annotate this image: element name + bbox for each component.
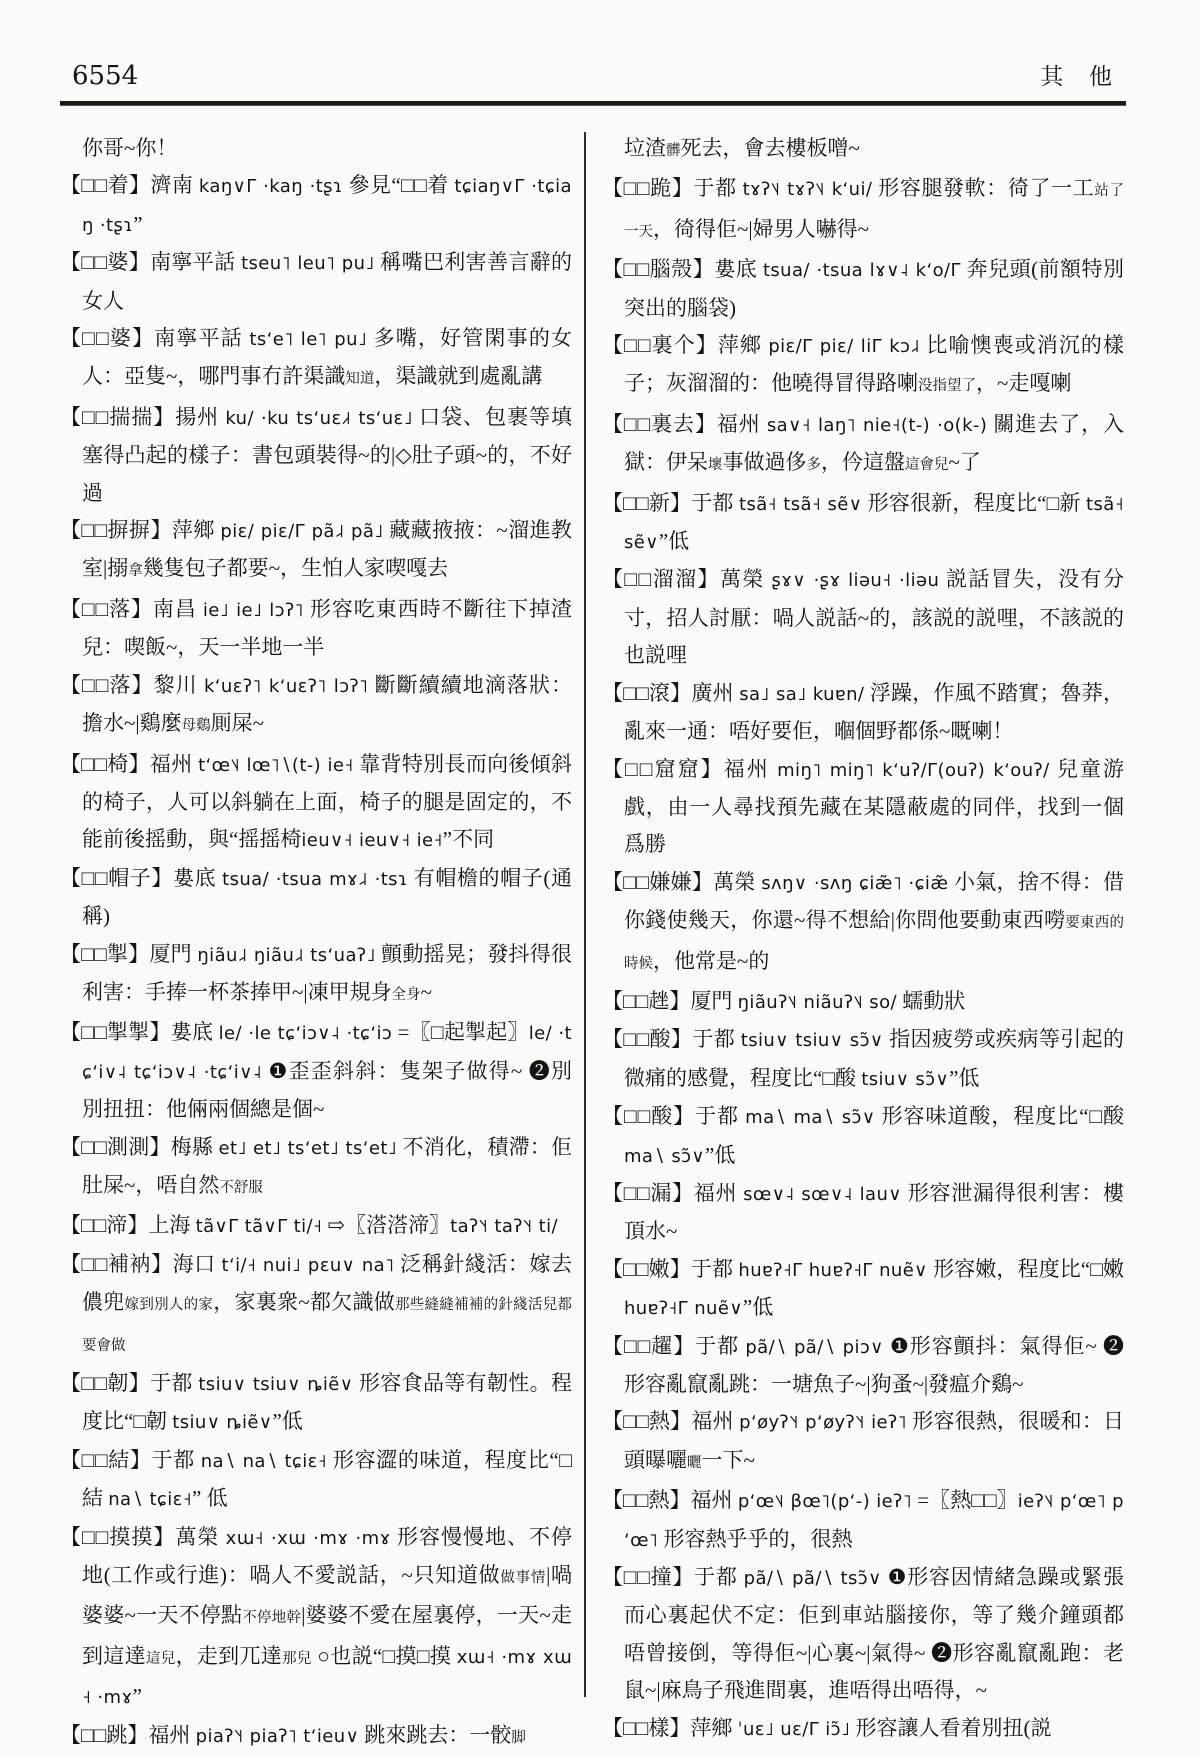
- text-run: 【□□補衲】海口: [60, 1251, 222, 1276]
- text-run: 【□□酸】于都: [602, 1027, 741, 1052]
- ipa-run: sa˩ sa˩ kuɐn∕: [739, 683, 865, 705]
- text-run: 比喻懊喪或消沉的樣子；灰溜溜的：他曉得冒得路喇: [624, 333, 1124, 396]
- dict-entry: [60, 399, 572, 512]
- text-run: 【□□跪】于都: [602, 176, 743, 201]
- dict-entry: [602, 1482, 1124, 1559]
- ipa-run: le∕ ·tɕʻi∨˨ tɕʻiɔ∨˨ ·tɕʻi∨˨: [82, 1023, 573, 1083]
- ipa-run: kaŋ∨Γ ·kaŋ ·tʂɿ: [198, 176, 343, 198]
- text-run: 形容很熱，很暖和：日頭曝囇: [624, 1409, 1125, 1472]
- ipa-run: sʌŋ∨ ·sʌŋ ɕiæ̃˥ ·ɕiæ̃: [761, 872, 949, 894]
- gloss-run: 知道: [345, 371, 375, 388]
- text-run: 指因疲勞或疾病等引起的微痛的感覺，程度比“□酸: [624, 1027, 1124, 1090]
- text-run: 多嘴，好管閑事的女人：亞隻~，哪門事冇許渠識: [82, 326, 573, 389]
- dict-entry: [60, 1365, 572, 1442]
- ipa-run: ieu∨˧ ieu∨˧ ie˧: [301, 830, 443, 852]
- text-run: 口袋、包裹等填塞得凸起的樣子：書包頭裝得~的|◇肚子頭~的，不好過: [82, 404, 573, 505]
- gloss-run: 母鷄: [181, 718, 211, 735]
- column-divider: [584, 132, 586, 1697]
- ipa-run: tsiu∨ tsiu∨ sɔ̃∨: [740, 1030, 884, 1052]
- text-run: 【□□裏去】福州: [602, 411, 767, 436]
- text-run: ❶歪歪斜斜：隻架子做得~ ❷別別扭扭：他倆兩個總是個~: [82, 1058, 572, 1122]
- ipa-run: kʻuɛʔ˥ kʻuɛʔ˥ lɔʔ˥: [203, 675, 369, 697]
- text-run: 一下~: [701, 1447, 755, 1472]
- dict-entry: [60, 1519, 572, 1717]
- gloss-run: 全身: [391, 986, 421, 1003]
- text-run: 【□□落】南昌: [60, 596, 203, 621]
- ipa-run: tsua∕ ·tsua mɤ˩˨ ·tsɿ: [222, 868, 408, 890]
- text-run: ”: [133, 211, 143, 236]
- dict-entry: [602, 406, 1124, 485]
- text-run: 【□□嫩】于都: [602, 1256, 739, 1281]
- dict-entry: [602, 864, 1124, 983]
- text-run: 【□□裏个】萍鄉: [602, 333, 769, 358]
- ipa-run: pʻœ˥˨ βœ˥(pʻ-) ieʔ˥: [737, 1491, 913, 1513]
- gloss-run: 這會兒: [905, 457, 949, 474]
- dict-entry: [60, 244, 572, 320]
- text-run: 稱嘴巴利害善言辭的女人: [82, 250, 573, 313]
- dict-entry: [60, 1129, 572, 1208]
- text-run: 形容熱乎乎的，很熱: [658, 1526, 853, 1551]
- text-run: 【□□酸】于都: [602, 1104, 746, 1129]
- text-run: 【□□着】濟南: [60, 173, 199, 198]
- text-run: 兒童游戲，由一人尋找預先藏在某隱蔽處的同伴，找到一個爲勝: [624, 756, 1124, 857]
- text-run: ，家裏衆~都欠識做: [213, 1290, 395, 1315]
- ipa-run: huɐʔ˧Γ huɐʔ˧Γ nuẽ∨: [738, 1259, 928, 1281]
- text-run: 形容味道酸，程度比“□酸: [875, 1104, 1124, 1129]
- text-run: 【□□新】于都: [602, 490, 739, 515]
- ipa-run: ku∕ ·ku tsʻuɛ˩˧ tsʻuɛ˩: [225, 407, 413, 429]
- dict-entry: [602, 1251, 1124, 1328]
- text-run: 靠背特別長而向後傾斜的椅子，人可以斜躺在上面，椅子的腿是固定的，不能前後摇動，與“摇摇椅: [82, 751, 573, 852]
- section-title: 其 他: [1040, 64, 1122, 89]
- text-run: 【□□渧】上海: [60, 1213, 196, 1238]
- text-run: 【□□揣揣】揚州: [60, 404, 226, 429]
- text-run: 斷斷續續地滴落狀：擔水~|鷄麼: [82, 672, 572, 736]
- ipa-run: sœ∨˨ sœ∨˨ lau∨: [743, 1183, 902, 1205]
- dict-entry: [602, 751, 1124, 864]
- text-run: 泛稱針綫活：嫁去儂兜: [82, 1251, 572, 1315]
- text-run: 【□□窟窟】福州: [602, 756, 778, 781]
- dict-entry: [602, 130, 1124, 170]
- dict-entry: [602, 485, 1124, 562]
- ipa-run: xɯ˧ ·mɤ xɯ˧ ·mɤ: [82, 1646, 573, 1709]
- text-run: ○也説“□摸□摸: [311, 1643, 457, 1668]
- text-run: ，~走嘎喇: [976, 371, 1072, 396]
- ipa-run: piɛ∕Γ piɛ∕ liΓ kɔ˩˨: [768, 336, 921, 358]
- text-run: 【□□韌】于都: [60, 1371, 199, 1395]
- text-run: 【□□掣】厦門: [60, 941, 198, 966]
- dict-entry: [60, 591, 572, 667]
- ipa-run: ŋiãu˩˨ ŋiãu˩˨ tsʻuaʔ˩: [197, 944, 376, 966]
- ipa-run: piaʔ˥˧ piaʔ˥ tʻieu∨: [195, 1725, 360, 1747]
- ipa-run: piɛ∕ piɛ∕Γ pã˩˨ pã˩: [220, 521, 384, 543]
- text-run: 【□□婆】南寧平話: [60, 326, 250, 351]
- dict-entry: [60, 860, 572, 936]
- text-run: ”低: [272, 1409, 303, 1434]
- text-run: 【□□滾】廣州: [602, 680, 740, 705]
- ipa-run: pã∕∖ pã∕∖ piɔ∨: [745, 1336, 884, 1358]
- text-run: 【□□溜溜】萬榮: [602, 567, 772, 592]
- gloss-run: 曬: [687, 1454, 702, 1471]
- ipa-run: tsua∕ ·tsua lɤ∨˨ kʻo∕Γ: [762, 260, 961, 282]
- gloss-run: 那兒: [282, 1650, 312, 1667]
- gloss-run: 站了一天: [624, 183, 1125, 240]
- ipa-run: huɐʔ˧Γ nuẽ∨: [624, 1298, 743, 1320]
- text-run: ” 低: [192, 1486, 228, 1511]
- text-run: ”低: [658, 529, 690, 554]
- text-run: 幾隻包子都要~，生怕人家喫嘎去: [142, 556, 449, 581]
- text-run: 【□□摸摸】萬榮: [60, 1524, 226, 1549]
- ipa-run: ie˩ ie˩ lɔʔ˥: [202, 599, 304, 621]
- column-left: [60, 130, 572, 1757]
- dict-entry: [602, 1403, 1124, 1482]
- gloss-run: 脚: [511, 1729, 526, 1746]
- gloss-run: 那些縫縫補補的針綫活兒都要會做: [82, 1297, 572, 1354]
- ipa-run: ˈuɛ˩ uɛ∕Γ iɔ̃˩: [737, 1718, 851, 1740]
- ipa-run: tã∨Γ tã∨Γ ti∕˧: [195, 1216, 323, 1238]
- dict-entry: [602, 1098, 1124, 1175]
- text-run: 【□□趯】于都: [602, 1333, 746, 1358]
- ipa-run: ʂɤ∨ ·ʂɤ liəu˧ ·liəu: [771, 570, 940, 592]
- text-run: =〖□起掣起〗: [392, 1020, 529, 1045]
- ipa-run: ma∖ sɔ̃∨: [624, 1145, 705, 1167]
- page-number: 6554: [72, 61, 139, 91]
- text-run: 形容食品等有韌性。程度比“□韌: [82, 1371, 572, 1434]
- text-run: 形容嫩，程度比“□嫩: [927, 1256, 1124, 1281]
- text-run: 形容讓人看着別扭(説: [850, 1715, 1052, 1740]
- gloss-run: 多: [806, 457, 821, 474]
- dict-entry: [60, 746, 572, 860]
- columns: [60, 130, 1126, 1757]
- text-run: 【□□熱】福州: [602, 1409, 740, 1434]
- text-run: 關進去了，入獄：伊呆: [624, 411, 1125, 475]
- ipa-run: na∖ tɕiɛ˧: [108, 1489, 193, 1511]
- text-run: 【□□測測】梅縣: [60, 1134, 219, 1159]
- text-run: ”低: [742, 1295, 774, 1320]
- dict-entry: [602, 1328, 1124, 1404]
- text-run: 形容吃東西時不斷往下掉渣兒：喫飯~，天一半地一半: [82, 596, 572, 660]
- text-run: ~: [420, 979, 432, 1004]
- text-run: 形容很新，程度比“□新: [862, 490, 1087, 515]
- text-run: 不消化，積滯：佢肚屎~，唔自然: [82, 1134, 572, 1197]
- text-run: ”不同: [442, 827, 495, 852]
- text-run: 死去，會去樓板噌~: [680, 136, 860, 160]
- text-run: |喎婆婆~一天不停點: [82, 1563, 572, 1628]
- dict-entry: [60, 512, 572, 591]
- text-run: 【□□掣掣】婁底: [60, 1020, 219, 1045]
- text-run: ⇨〖溚溚渧〗: [322, 1213, 451, 1238]
- text-run: 【□□漏】福州: [602, 1180, 744, 1205]
- gloss-run: 嫁到別人的家: [124, 1297, 214, 1314]
- gloss-run: 拿: [128, 563, 143, 580]
- dict-entry: [602, 170, 1124, 251]
- text-run: ，渠識就到處亂講: [374, 364, 543, 389]
- ipa-run: miŋ˥ miŋ˥ kʻuʔ∕Γ(ouʔ) kʻouʔ∕: [777, 759, 1050, 781]
- ipa-run: tɤʔ˥˨ tɤʔ˥˨ kʻui∕: [742, 179, 873, 201]
- dict-entry: [602, 327, 1124, 406]
- ipa-run: tsiu∨ tsiu∨ ȵiẽ∨: [198, 1374, 354, 1395]
- gloss-run: 不停地幹: [242, 1610, 302, 1627]
- dict-entry: [60, 1246, 572, 1365]
- text-run: 【□□帽子】婁底: [60, 865, 223, 890]
- text-run: ，仱這盤: [821, 450, 905, 475]
- text-run: 浮躁，作風不踏實；魯莽，亂來一通：唔好要佢，嗰個野都係~嘅喇！: [624, 680, 1124, 744]
- text-run: 【□□婆】南寧平話: [60, 250, 242, 275]
- text-run: 【□□樣】萍鄉: [602, 1715, 738, 1740]
- text-run: 形容腿發軟：徛了一工: [872, 176, 1095, 201]
- text-run: ❶形容因情緒急躁或緊張而心裏起伏不定：佢到車站腦接你，等了幾介鐘頭都唔曾接倒，等得佢~|心裏~|氣得~ ❷形容亂竄亂跑：老鼠~|麻鳥子飛進間裏，進唔得出唔得，~: [624, 1565, 1124, 1703]
- header-rule: [60, 101, 1126, 106]
- text-run: 【□□嫌嫌】萬榮: [602, 869, 762, 894]
- gloss-run: 壞: [708, 457, 723, 474]
- text-run: 藏藏掖掖：~溜進教室|搦: [82, 518, 572, 581]
- text-run: 你哥~你！: [82, 136, 178, 160]
- dict-entry: [602, 1559, 1124, 1710]
- text-run: 説話冒失，没有分寸，招人討厭：喎人説話~的，該説的説哩，不該説的也説哩: [624, 567, 1124, 668]
- ipa-run: taʔ˥˧ taʔ˥˧ ti∕: [450, 1216, 558, 1238]
- gloss-run: 做事情: [500, 1570, 547, 1587]
- ipa-run: ieʔ˥˨ pʻœ˥ pʻœ˥: [624, 1491, 1124, 1551]
- ipa-run: tsã˧ sẽ∨: [624, 493, 1124, 554]
- gloss-run: 要東西的時候: [624, 915, 1124, 972]
- gloss-run: 這兒: [145, 1650, 176, 1667]
- text-run: 【□□撞】于都: [602, 1565, 744, 1590]
- ipa-run: pʻøyʔ˥˧ pʻøyʔ˥˧ ieʔ˥: [739, 1412, 907, 1434]
- dict-entry: [60, 1014, 572, 1128]
- text-run: 垃渣: [624, 136, 666, 160]
- gloss-run: 没指望了: [918, 378, 976, 395]
- text-run: 形容泄漏得很利害：樓頂水~: [624, 1180, 1125, 1244]
- dict-entry: [602, 1175, 1124, 1251]
- ipa-run: tsʻe˥ le˥ pu˩: [249, 329, 368, 351]
- column-right: [602, 130, 1124, 1757]
- text-run: 蠕動狀: [896, 988, 966, 1013]
- ipa-run: tsã˧ tsã˧ sẽ∨: [739, 493, 863, 515]
- text-run: 參見“□□着: [342, 173, 455, 198]
- ipa-run: na∖ na∖ tɕiɛ˧: [200, 1450, 328, 1472]
- ipa-run: ma∖ ma∖ sɔ̃∨: [745, 1107, 876, 1129]
- text-run: 【□□結】于都: [60, 1447, 201, 1472]
- dict-entry: [602, 1021, 1124, 1098]
- text-run: 【□□腦殼】婁底: [602, 257, 763, 282]
- ipa-run: pã∕∖ pã∕∖ tsɔ̃∨: [743, 1568, 882, 1590]
- dict-entry: [602, 1710, 1124, 1748]
- ipa-run: tseu˥ leu˥ pu˩: [241, 253, 375, 275]
- text-run: 【□□熱】福州: [602, 1488, 738, 1513]
- dict-entry: [60, 130, 572, 167]
- text-run: ❶形容顫抖：氣得佢~ ❷形容亂竄亂跳：一塘魚子~|狗蚤~|發瘟介鷄~: [624, 1333, 1124, 1396]
- dict-entry: [60, 1717, 572, 1757]
- dict-entry: [60, 667, 572, 746]
- dict-entry: [602, 983, 1124, 1021]
- dict-entry: [60, 1207, 572, 1245]
- text-run: 【□□跳】福州: [60, 1722, 196, 1747]
- ipa-run: ŋiãuʔ˥˨ niãuʔ˥˨ so∕: [737, 991, 897, 1013]
- ipa-run: tsiu∨ sɔ̃∨: [861, 1068, 950, 1090]
- page-header: [60, 58, 1126, 91]
- text-run: 【□□趖】厦門: [602, 988, 738, 1013]
- text-run: 小氣，捨不得：借你錢使幾天，你還~得不想給|你問他要動東西嘮: [624, 869, 1124, 933]
- text-run: 【□□摒摒】萍鄉: [60, 518, 221, 543]
- gloss-run: 髒: [666, 143, 681, 159]
- text-run: 【□□椅】福州: [60, 751, 199, 776]
- text-run: ，他常是~的: [653, 948, 770, 973]
- text-run: 形容慢慢地、不停地(工作或行進)：喎人不愛説話，~只知道做: [82, 1524, 573, 1588]
- ipa-run: xɯ˧ ·xɯ ·mɤ ·mɤ: [225, 1527, 391, 1549]
- dict-entry: [602, 251, 1124, 327]
- dict-entry: [60, 167, 572, 244]
- text-run: ”低: [949, 1065, 980, 1090]
- dict-entry: [60, 936, 572, 1015]
- text-run: 【□□落】黎川: [60, 672, 204, 697]
- ipa-run: tsiu∨ ȵiẽ∨: [172, 1412, 273, 1434]
- ipa-run: tʻœ˥˨ lœ˥∖(t-) ie˧: [198, 754, 354, 776]
- text-run: ~了: [948, 450, 981, 475]
- text-run: 厠屎~: [210, 711, 264, 736]
- dict-entry: [602, 561, 1124, 674]
- text-run: 有帽檐的帽子(通稱): [82, 865, 572, 929]
- text-run: ，走到兀達: [175, 1643, 283, 1668]
- text-run: 跳來跳去：一骹: [359, 1722, 512, 1747]
- ipa-run: sa∨˧ laŋ˥ nie˧(t-) ·o(k-): [766, 414, 988, 436]
- text-run: =〖熱□□〗: [912, 1488, 1018, 1513]
- text-run: ”低: [705, 1142, 736, 1167]
- ipa-run: tʻi∕˧ nui˩ pɛu∨ na˥: [221, 1254, 395, 1276]
- text-run: ”: [132, 1684, 142, 1709]
- text-run: 顫動摇晃；發抖得很利害：手捧一杯茶捧甲~|凍甲規身: [82, 941, 572, 1004]
- ipa-run: le∕ ·le tɕʻiɔ∨˨ ·tɕʻiɔ: [218, 1023, 393, 1045]
- text-run: 形容澀的味道，程度比“□結: [82, 1447, 572, 1511]
- dict-entry: [602, 675, 1124, 751]
- text-run: 奔兒頭(前額特別突出的腦袋): [624, 257, 1124, 320]
- dict-entry: [60, 1442, 572, 1519]
- ipa-run: tɕiaŋ∨Γ ·tɕiaŋ ·tʂɿ: [82, 176, 572, 236]
- gloss-run: 不舒服: [219, 1179, 263, 1196]
- text-run: 事做過侈: [722, 450, 807, 475]
- dict-entry: [60, 320, 572, 399]
- text-run: ，徛得佢~|婦男人嚇得~: [653, 216, 869, 241]
- ipa-run: et˩ et˩ tsʻet˩ tsʻet˩: [218, 1137, 398, 1159]
- text-run: |婆婆不愛在屋裏停，一天~走到這達: [82, 1603, 572, 1668]
